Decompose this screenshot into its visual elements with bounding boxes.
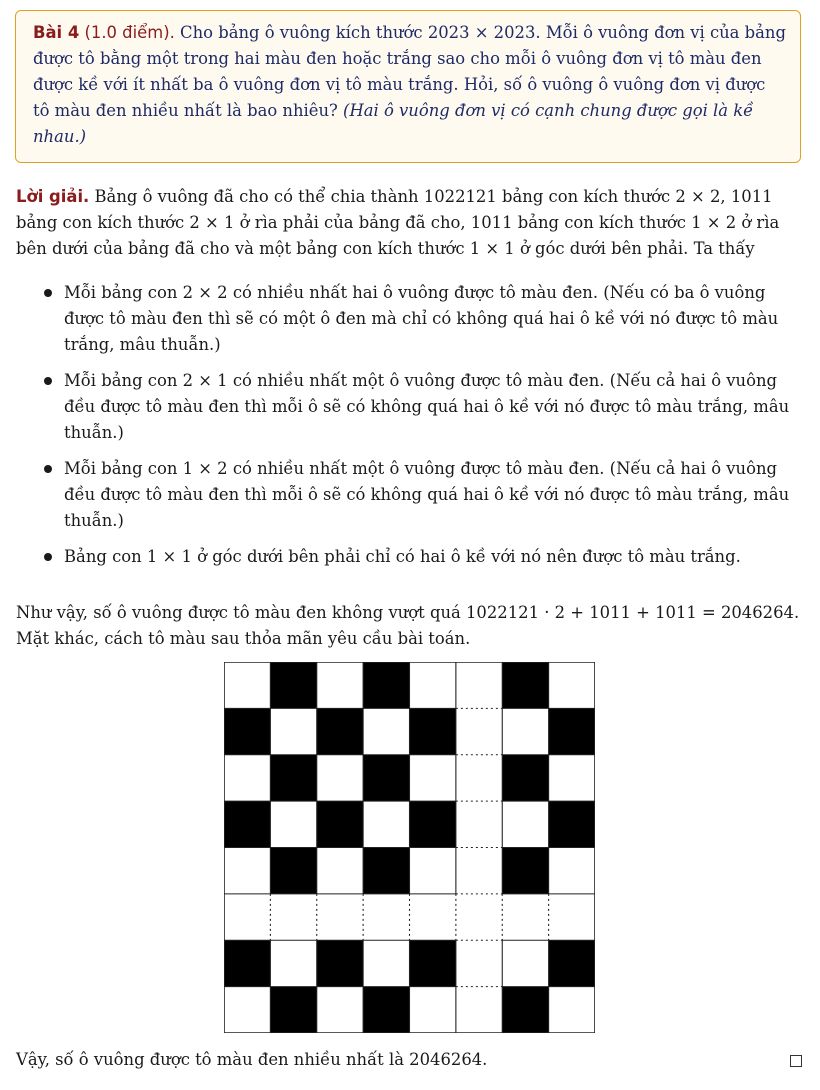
white-cell xyxy=(456,662,502,708)
white-cell xyxy=(549,848,595,894)
problem-statement-box xyxy=(15,10,801,163)
white-cell xyxy=(363,708,409,754)
black-cell xyxy=(317,801,363,847)
problem-points: (1.0 điểm). xyxy=(84,23,175,42)
black-cell xyxy=(549,801,595,847)
white-cell xyxy=(363,940,409,986)
white-cell xyxy=(317,848,363,894)
white-cell xyxy=(549,662,595,708)
black-cell xyxy=(224,801,270,847)
black-cell xyxy=(410,940,456,986)
white-cell xyxy=(502,940,548,986)
bound-text: Như vậy, số ô vuông được tô màu đen không vượt quá 1022121 · 2 + 1011 + 1011 = 2046264. xyxy=(16,603,800,622)
black-cell xyxy=(549,708,595,754)
white-cell xyxy=(456,894,502,940)
list-item: Mỗi bảng con 1 × 2 có nhiều nhất một ô vuông được tô màu đen. (Nếu cả hai ô vuông đều được tô màu đen thì mỗi ô sẽ có không quá hai ô kề với nó được tô màu trắng, mâu thuẫn.) xyxy=(42,456,806,534)
list-item: Mỗi bảng con 2 × 1 có nhiều nhất một ô vuông được tô màu đen. (Nếu cả hai ô vuông đều được tô màu đen thì mỗi ô sẽ có không quá hai ô kề với nó được tô màu trắng, mâu thuẫn.) xyxy=(42,368,806,446)
white-cell xyxy=(456,987,502,1033)
construction-text: Mặt khác, cách tô màu sau thỏa mãn yêu cầu bài toán. xyxy=(16,629,471,648)
white-cell xyxy=(549,755,595,801)
qed-square-icon xyxy=(790,1055,802,1067)
conclusion-text: Vậy, số ô vuông được tô màu đen nhiều nhất là 2046264. xyxy=(16,1050,488,1069)
white-cell xyxy=(410,987,456,1033)
solution-title: Lời giải. xyxy=(16,187,90,206)
white-cell xyxy=(270,940,316,986)
white-cell xyxy=(270,801,316,847)
white-cell xyxy=(363,894,409,940)
solution-intro-text: Bảng ô vuông đã cho có thể chia thành 1022121 bảng con kích thước 2 × 2, 1011 bảng con kích thước 2 × 1 ở rìa phải của bảng đã cho, 1011 bảng con kích thước 1 × 2 ở rìa bên dưới của bảng đã cho và một bảng con kích thước 1 × 1 ở góc dưới bên phải. Ta thấy xyxy=(16,187,780,258)
white-cell xyxy=(224,894,270,940)
black-cell xyxy=(224,940,270,986)
white-cell xyxy=(317,755,363,801)
white-cell xyxy=(317,894,363,940)
black-cell xyxy=(270,755,316,801)
black-cell xyxy=(549,940,595,986)
bound-paragraph xyxy=(16,600,806,652)
list-item: Bảng con 1 × 1 ở góc dưới bên phải chỉ có hai ô kề với nó nên được tô màu trắng. xyxy=(42,544,806,570)
black-cell xyxy=(317,708,363,754)
white-cell xyxy=(270,708,316,754)
black-cell xyxy=(363,987,409,1033)
white-cell xyxy=(502,894,548,940)
white-cell xyxy=(456,848,502,894)
black-cell xyxy=(363,662,409,708)
problem-text: Cho bảng ô vuông kích thước 2023 × 2023. Mỗi ô vuông đơn vị của bảng được tô bằng một trong hai màu đen hoặc trắng sao cho mỗi ô vuông đơn vị tô màu đen được kề với ít nhất ba ô vuông đơn vị tô màu trắng. Hỏi, số ô vuông ô vuông đơn vị được tô màu đen nhiều nhất là bao nhiêu? xyxy=(33,23,786,120)
white-cell xyxy=(502,708,548,754)
white-cell xyxy=(410,848,456,894)
black-cell xyxy=(270,987,316,1033)
black-cell xyxy=(502,987,548,1033)
black-cell xyxy=(270,848,316,894)
white-cell xyxy=(456,708,502,754)
problem-title: Bài 4 xyxy=(33,23,80,42)
white-cell xyxy=(224,755,270,801)
white-cell xyxy=(317,987,363,1033)
white-cell xyxy=(410,662,456,708)
white-cell xyxy=(456,940,502,986)
problem-note: (Hai ô vuông đơn vị có cạnh chung được gọi là kề nhau.) xyxy=(33,101,754,146)
black-cell xyxy=(502,848,548,894)
solution-bullet-list xyxy=(42,280,806,580)
black-cell xyxy=(410,801,456,847)
white-cell xyxy=(456,755,502,801)
coloring-grid xyxy=(224,662,595,1033)
white-cell xyxy=(549,987,595,1033)
solution-intro xyxy=(16,184,806,262)
white-cell xyxy=(456,801,502,847)
black-cell xyxy=(363,848,409,894)
white-cell xyxy=(224,848,270,894)
white-cell xyxy=(410,755,456,801)
black-cell xyxy=(317,940,363,986)
list-item: Mỗi bảng con 2 × 2 có nhiều nhất hai ô vuông được tô màu đen. (Nếu có ba ô vuông được tô màu đen thì sẽ có một ô đen mà chỉ có không quá hai ô kề với nó được tô màu trắng, mâu thuẫn.) xyxy=(42,280,806,358)
white-cell xyxy=(363,801,409,847)
black-cell xyxy=(502,755,548,801)
white-cell xyxy=(224,987,270,1033)
black-cell xyxy=(224,708,270,754)
white-cell xyxy=(549,894,595,940)
white-cell xyxy=(224,662,270,708)
black-cell xyxy=(502,662,548,708)
white-cell xyxy=(270,894,316,940)
black-cell xyxy=(410,708,456,754)
black-cell xyxy=(270,662,316,708)
white-cell xyxy=(317,662,363,708)
white-cell xyxy=(502,801,548,847)
black-cell xyxy=(363,755,409,801)
white-cell xyxy=(410,894,456,940)
